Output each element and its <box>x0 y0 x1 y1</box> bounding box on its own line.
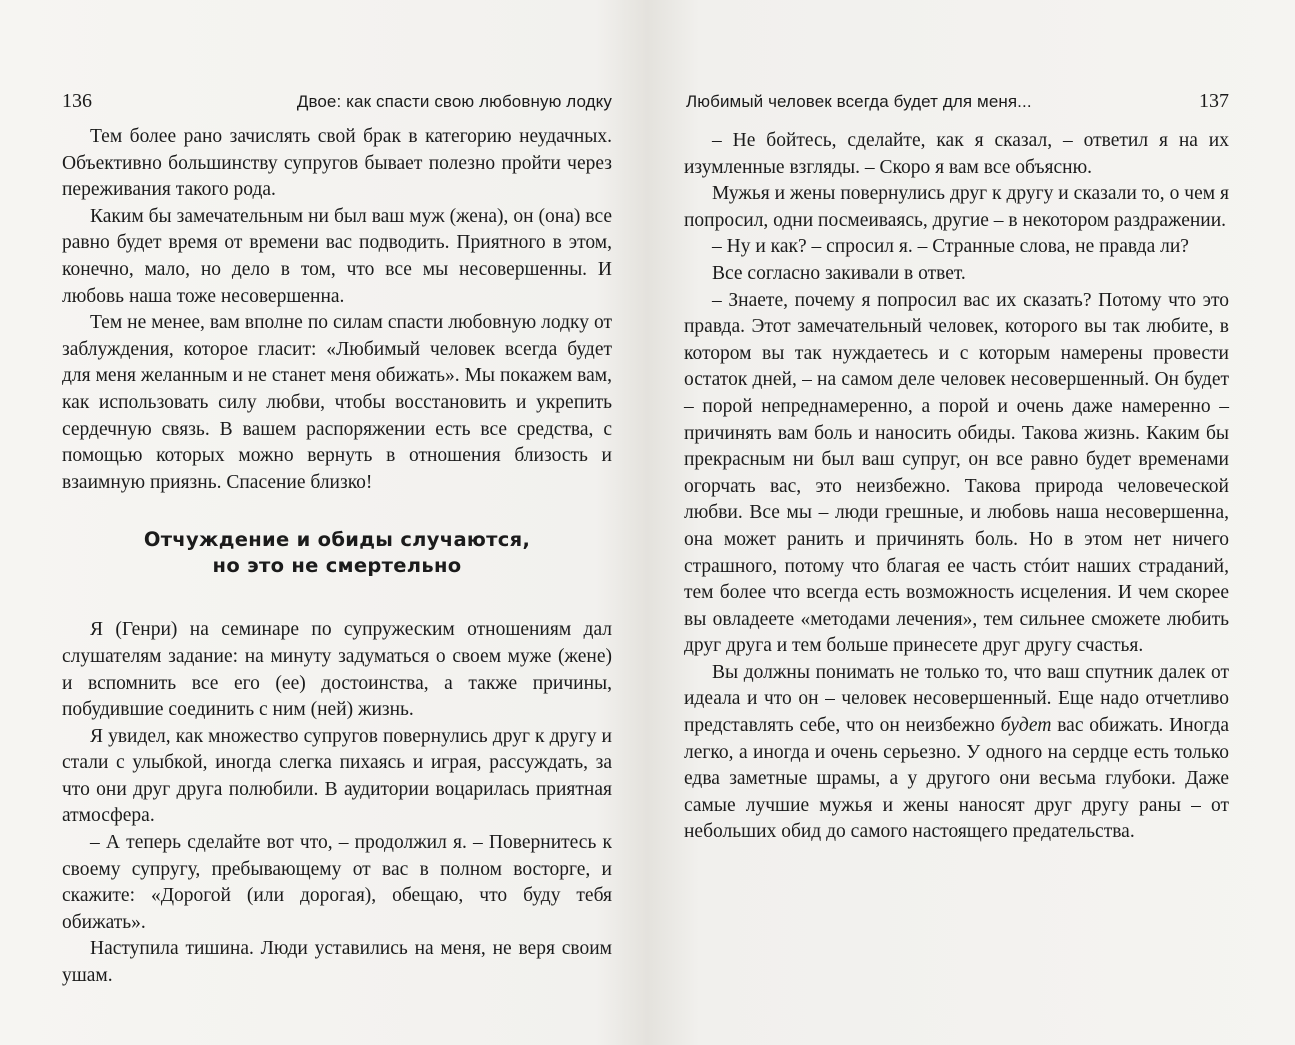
right-page-header <box>684 90 1229 120</box>
section-heading <box>62 527 612 579</box>
page-number: 137 <box>1199 90 1229 112</box>
paragraph: Тем более рано зачислять свой брак в категорию неудачных. Объективно большинству супругов бывает полезно пройти через переживания такого рода. <box>62 126 612 201</box>
paragraph: Мужья и жены повернулись друг к другу и сказали то, о чем я попросил, одни посмеиваясь, другие – в некотором раздражении. <box>684 183 1229 231</box>
paragraph <box>684 660 1229 846</box>
left-page-text <box>62 124 612 990</box>
left-page-header <box>62 90 612 120</box>
paragraph: Тем не менее, вам вполне по силам спасти любовную лодку от заблуждения, которое гласит: «Любимый человек всегда будет для меня желанным и не станет меня обижать». Мы покажем вам, как использовать силу любви, чтобы восстановить и укрепить сердечную связь. В вашем распоряжении есть все средства, с помощью которых можно вернуть в отношения близость и взаимную приязнь. Спасение близко! <box>62 312 612 493</box>
section-heading-line: Отчуждение и обиды случаются, <box>143 528 531 552</box>
paragraph: Каким бы замечательным ни был ваш муж (жена), он (она) все равно будет время от времени вас подводить. Приятного в этом, конечно, мало, но дело в том, что все мы несовершенны. И любовь наша тоже несовершенна. <box>62 205 612 307</box>
paragraph: Я увидел, как множество супругов повернулись друг к другу и стали с улыбкой, иногда слегка пихаясь и играя, рассуждать, за что они друг друга полюбили. В аудитории воцарилась приятная атмосфера. <box>62 725 612 827</box>
paragraph: – А теперь сделайте вот что, – продолжил я. – Повернитесь к своему супругу, пребывающему от вас в полном восторге, и скажите: «Дорогой (или дорогая), обещаю, что буду тебя обижать». <box>62 832 612 933</box>
emphasis: будет <box>1000 715 1052 737</box>
running-head: Любимый человек всегда будет для меня... <box>686 92 1032 111</box>
paragraph: – Не бойтесь, сделайте, как я сказал, – ответил я на их изумленные взгляды. – Скоро я вам все объясню. <box>684 130 1229 178</box>
paragraph: – Ну и как? – спросил я. – Странные слова, не правда ли? <box>712 236 1189 258</box>
right-page-text <box>684 128 1229 846</box>
text-run: вас обижать. Иногда легко, а иногда и очень серьезно. У одного на сердце есть только едва заметные шрамы, а у другого они весьма глубоки. Даже самые лучшие мужья и жены наносят друг другу раны – от небольших обид до самого настоящего предательства. <box>684 715 1229 843</box>
running-head: Двое: как спасти свою любовную лодку <box>296 92 612 111</box>
text-run: Вы должны понимать не только то, что ваш спутник далек от идеала и что он – человек несовершенный. Еще надо отчетливо представлять себе, что он неизбежно <box>684 661 1229 737</box>
paragraph: – Знаете, почему я попросил вас их сказать? Потому что это правда. Этот замечательный человек, которого вы так любите, в котором вы так нуждаетесь и с которым намерены провести остаток дней, – на самом деле человек несовершенный. Он будет – порой непреднамеренно, а порой и очень даже намеренно – причинять вам боль и наносить обиды. Такова жизнь. Каким бы прекрасным ни был ваш супруг, он все равно будет временами огорчать вас, это неизбежно. Такова природа человеческой любви. Все мы – люди грешные, и любовь наша несовершенна, она может ранить и причинять боль. Но в этом нет ничего страшного, потому что благая ее часть стóит наших страданий, тем более что всегда есть возможность исцеления. И чем скорее вы овладеете «методами лечения», тем сильнее сможете любить друг друга и тем больше принесете друг другу счастья. <box>684 289 1229 657</box>
paragraph: Все согласно закивали в ответ. <box>712 262 966 284</box>
paragraph: Наступила тишина. Люди уставились на меня, не веря своим ушам. <box>62 938 612 987</box>
paragraph: Я (Генри) на семинаре по супружеским отношениям дал слушателям задание: на минуту задуматься о своем муже (жене) и вспомнить все его (ее) достоинства, а также причины, побудившие соединить с ним (ней) жизнь. <box>62 619 612 721</box>
page-number: 136 <box>62 90 92 112</box>
section-heading-line: но это не смертельно <box>212 554 462 578</box>
